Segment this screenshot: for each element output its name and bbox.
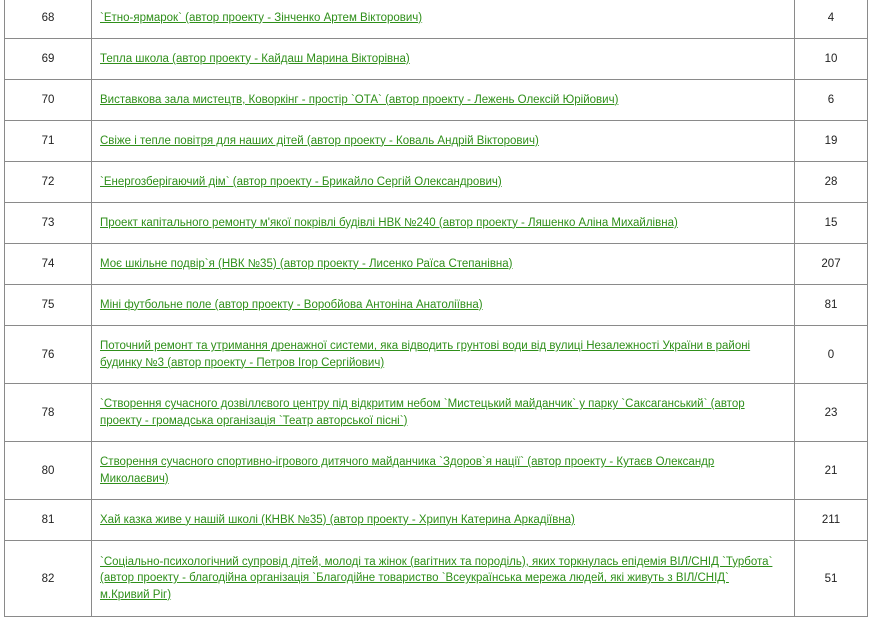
table-row: [5, 326, 868, 384]
vote-count: 81: [795, 285, 868, 326]
project-link[interactable]: Тепла школа (автор проекту - Кайдаш Марина Вікторівна): [100, 52, 410, 65]
project-number: 68: [5, 0, 92, 39]
project-link[interactable]: `Етно-ярмарок` (автор проекту - Зінченко Артем Вікторович): [100, 11, 423, 24]
project-title-cell: [92, 442, 795, 500]
table-row: [5, 121, 868, 162]
vote-count: 4: [795, 0, 868, 39]
project-title-cell: [92, 162, 795, 203]
project-title-cell: [92, 500, 795, 541]
table-row: [5, 162, 868, 203]
vote-count: 10: [795, 39, 868, 80]
project-link[interactable]: Виставкова зала мистецтв, Коворкінг - простір `ОТА` (автор проекту - Лежень Олексій Юрійович): [100, 93, 619, 106]
table-row: [5, 384, 868, 442]
project-number: 74: [5, 244, 92, 285]
table-row: [5, 541, 868, 617]
project-number: 70: [5, 80, 92, 121]
project-link[interactable]: Проект капітального ремонту м'якої покрівлі будівлі НВК №240 (автор проекту - Ляшенко Аліна Михайлівна): [100, 216, 678, 229]
project-title-cell: [92, 203, 795, 244]
project-link[interactable]: Свіже і тепле повітря для наших дітей (автор проекту - Коваль Андрій Вікторович): [100, 134, 539, 147]
table-row: [5, 285, 868, 326]
vote-count: 19: [795, 121, 868, 162]
vote-count: 6: [795, 80, 868, 121]
project-title-cell: [92, 80, 795, 121]
project-link[interactable]: Поточний ремонт та утримання дренажної системи, яка відводить грунтові води від вулиці Незалежності України в районі будинку №3 (автор проекту - Петров Ігор Сергійович): [100, 340, 751, 369]
project-number: 69: [5, 39, 92, 80]
table-row: [5, 442, 868, 500]
vote-count: 51: [795, 541, 868, 617]
vote-count: 21: [795, 442, 868, 500]
vote-count: 0: [795, 326, 868, 384]
vote-count: 28: [795, 162, 868, 203]
project-link[interactable]: Хай казка живе у нашій школі (КНВК №35) (автор проекту - Хрипун Катерина Аркадіївна): [100, 513, 575, 526]
project-title-cell: [92, 121, 795, 162]
project-title-cell: [92, 541, 795, 617]
project-title-cell: [92, 244, 795, 285]
project-link[interactable]: `Енергозберігаючий дім` (автор проекту - Брикайло Сергій Олександрович): [100, 175, 502, 188]
project-title-cell: [92, 326, 795, 384]
project-number: 73: [5, 203, 92, 244]
vote-count: 23: [795, 384, 868, 442]
vote-count: 211: [795, 500, 868, 541]
project-number: 75: [5, 285, 92, 326]
vote-count: 207: [795, 244, 868, 285]
table-row: [5, 39, 868, 80]
projects-table: [4, 0, 868, 617]
project-link[interactable]: `Створення сучасного дозвіллєвого центру під відкритим небом `Мистецький майданчик` у парку `Саксаганський` (автор проекту - громадська організація `Театр авторської пісні`): [100, 398, 745, 427]
table-row: [5, 80, 868, 121]
project-link[interactable]: Міні футбольне поле (автор проекту - Воробйова Антоніна Анатоліївна): [100, 298, 483, 311]
project-number: 71: [5, 121, 92, 162]
table-row: [5, 244, 868, 285]
project-number: 80: [5, 442, 92, 500]
project-number: 72: [5, 162, 92, 203]
project-number: 82: [5, 541, 92, 617]
project-title-cell: [92, 285, 795, 326]
vote-count: 15: [795, 203, 868, 244]
project-title-cell: [92, 384, 795, 442]
project-title-cell: [92, 0, 795, 39]
table-row: [5, 203, 868, 244]
table-row: [5, 0, 868, 39]
project-number: 76: [5, 326, 92, 384]
project-number: 78: [5, 384, 92, 442]
project-title-cell: [92, 39, 795, 80]
project-number: 81: [5, 500, 92, 541]
table-row: [5, 500, 868, 541]
project-link[interactable]: Моє шкільне подвір`я (НВК №35) (автор проекту - Лисенко Раїса Степанівна): [100, 257, 513, 270]
project-link[interactable]: Створення сучасного спортивно-ігрового дитячого майданчика `Здоров`я нації` (автор проекту - Кутаєв Олександр Миколаєвич): [100, 456, 715, 485]
project-link[interactable]: `Соціально-психологічний супровід дітей, молоді та жінок (вагітних та породіль), яких торкнулась епідемія ВІЛ/СНІД `Турбота` (автор проекту - благодійна організація `Благодійне товариство `Всеукраїнська мережа людей, які живуть з ВІЛ/СНІД` м.Кривий Ріг): [100, 555, 773, 601]
